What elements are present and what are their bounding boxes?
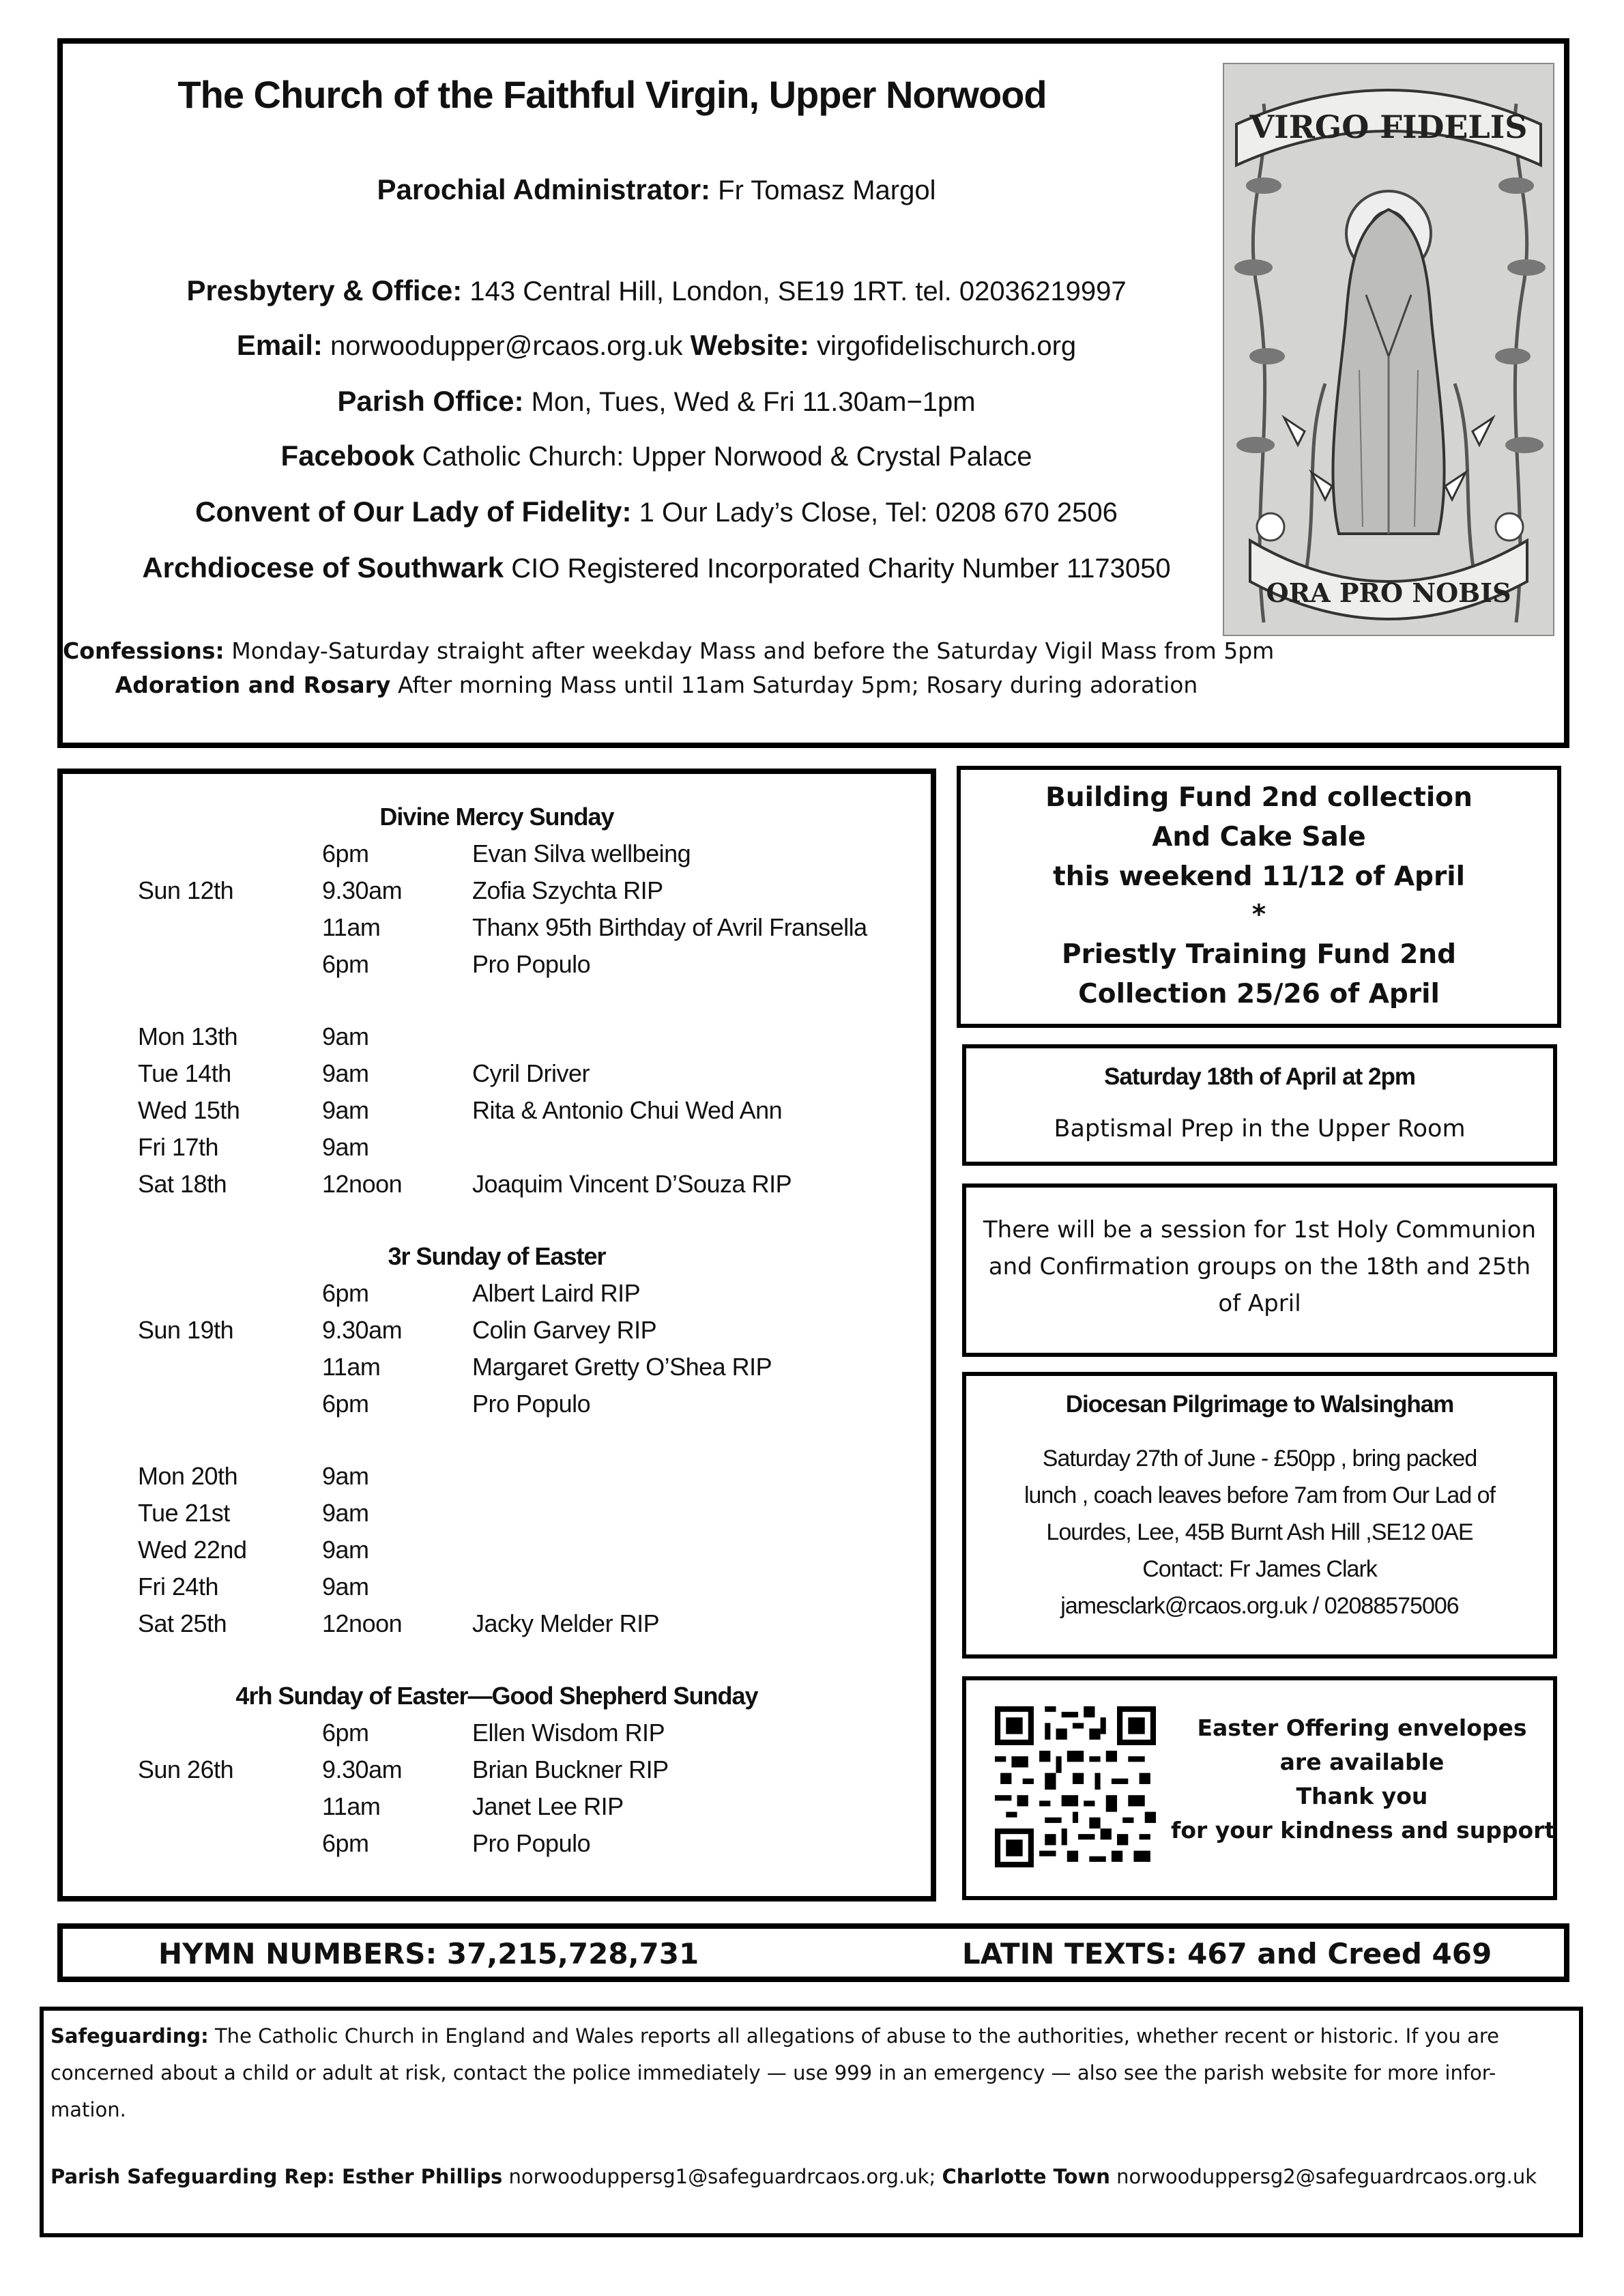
convent-value: 1 Our Lady’s Close, Tel: 0208 670 2506 xyxy=(639,498,1118,528)
email-label: Email: xyxy=(236,329,323,361)
building-line-5: Priestly Training Fund 2nd xyxy=(1061,939,1457,970)
contact-line xyxy=(63,329,1250,362)
schedule-intention: Jacky Melder RIP xyxy=(472,1609,660,1637)
communion-line-3: of April xyxy=(1218,1290,1301,1317)
schedule-day: Sat 18th xyxy=(138,1170,227,1198)
schedule-day: Sun 12th xyxy=(138,876,234,904)
schedule-heading: 4rh Sunday of Easter—Good Shepherd Sunday xyxy=(235,1682,758,1710)
pilgrimage-line-5[interactable]: jamesclark@rcaos.org.uk / 02088575006 xyxy=(1060,1593,1459,1619)
ora-pro-nobis-text: ORA PRO NOBIS xyxy=(1266,577,1511,608)
schedule-heading: Divine Mercy Sunday xyxy=(379,803,614,831)
presbytery-line xyxy=(63,274,1250,307)
schedule-intention: Pro Populo xyxy=(472,1829,591,1857)
schedule-time: 9am xyxy=(322,1096,369,1124)
building-line-4: * xyxy=(1251,900,1266,930)
office-label: Parish Office: xyxy=(337,385,524,417)
virgo-fidelis-illustration xyxy=(1223,63,1554,636)
safeguarding-rep-line xyxy=(50,2165,1537,2188)
confessions-line xyxy=(63,637,1275,664)
schedule-intention: Janet Lee RIP xyxy=(472,1792,624,1820)
office-value: Mon, Tues, Wed & Fri 11.30am−1pm xyxy=(531,387,976,417)
schedule-heading: 3r Sunday of Easter xyxy=(388,1242,606,1270)
schedule-intention: Margaret Gretty O’Shea RIP xyxy=(472,1353,772,1381)
schedule-intention: Colin Garvey RIP xyxy=(472,1316,657,1344)
schedule-intention: Pro Populo xyxy=(472,950,591,978)
mass-schedule-box xyxy=(57,769,936,1902)
schedule-time: 6pm xyxy=(322,1719,369,1747)
easter-line-1: Easter Offering envelopes xyxy=(1197,1714,1527,1741)
safeguarding-text-1: The Catholic Church in England and Wales reports all allegations of abuse to the authorities, whether recent or historic. If you are xyxy=(214,2024,1500,2048)
schedule-time: 9am xyxy=(322,1536,369,1564)
building-fund-box xyxy=(957,766,1561,1028)
pilgrimage-line-4: Contact: Fr James Clark xyxy=(1142,1556,1377,1582)
schedule-time: 6pm xyxy=(322,1279,369,1307)
safeguarding-label: Safeguarding: xyxy=(50,2024,209,2048)
facebook-value: Catholic Church: Upper Norwood & Crystal Palace xyxy=(422,442,1032,472)
schedule-day: Sat 25th xyxy=(138,1609,227,1637)
schedule-day: Tue 21st xyxy=(138,1499,230,1527)
schedule-day: Sun 26th xyxy=(138,1755,234,1783)
pilgrimage-line-1: Saturday 27th of June - £50pp , bring packed xyxy=(1042,1446,1477,1472)
safeguarding-text-3: mation. xyxy=(50,2098,126,2121)
schedule-time: 9am xyxy=(322,1462,369,1490)
baptism-box xyxy=(962,1044,1557,1166)
schedule-time: 9am xyxy=(322,1499,369,1527)
office-hours-line xyxy=(63,385,1250,418)
schedule-time: 9.30am xyxy=(322,1755,403,1783)
pilgrimage-title: Diocesan Pilgrimage to Walsingham xyxy=(1065,1391,1454,1418)
administrator-line xyxy=(63,173,1250,206)
schedule-time: 6pm xyxy=(322,1829,369,1857)
building-line-1: Building Fund 2nd collection xyxy=(1045,782,1473,813)
schedule-time: 6pm xyxy=(322,1390,369,1418)
convent-label: Convent of Our Lady of Fidelity: xyxy=(195,496,632,528)
schedule-intention: Thanx 95th Birthday of Avril Fransella xyxy=(472,913,867,941)
safeguarding-text-2: concerned about a child or adult at risk, contact the police immediately — use 999 in an emergency — also see the parish website for more infor- xyxy=(50,2061,1496,2084)
schedule-time: 11am xyxy=(322,913,381,941)
administrator-value: Fr Tomasz Margol xyxy=(718,175,936,205)
baptism-title: Saturday 18th of April at 2pm xyxy=(1104,1063,1415,1090)
safeguarding-box xyxy=(40,2007,1583,2237)
confessions-value: Monday-Saturday straight after weekday Mass and before the Saturday Vigil Mass from 5pm xyxy=(231,637,1275,664)
schedule-day: Fri 17th xyxy=(138,1133,219,1161)
easter-offering-box xyxy=(962,1676,1557,1900)
schedule-day: Mon 13th xyxy=(138,1022,238,1050)
schedule-intention: Joaquim Vincent D’Souza RIP xyxy=(472,1170,792,1198)
facebook-label: Facebook xyxy=(280,440,415,472)
archdiocese-value: CIO Registered Incorporated Charity Number 1173050 xyxy=(511,554,1171,584)
rep-email-1[interactable]: norwooduppersg1@safeguardrcaos.org.uk; xyxy=(508,2165,936,2188)
pilgrimage-box xyxy=(962,1372,1557,1659)
schedule-intention: Ellen Wisdom RIP xyxy=(472,1719,665,1747)
rep-label: Parish Safeguarding Rep: Esther Phillips xyxy=(50,2165,503,2188)
rep-label-2: Charlotte Town xyxy=(942,2165,1110,2188)
schedule-time: 12noon xyxy=(322,1170,403,1198)
presbytery-value: 143 Central Hill, London, SE19 1RT. tel. 02036219997 xyxy=(469,276,1127,306)
presbytery-label: Presbytery & Office: xyxy=(186,274,463,306)
easter-line-3: Thank you xyxy=(1296,1783,1428,1809)
rep-email-2[interactable]: norwooduppersg2@safeguardrcaos.org.uk xyxy=(1116,2165,1537,2188)
adoration-label: Adoration and Rosary xyxy=(115,672,391,698)
facebook-line xyxy=(63,440,1250,472)
archdiocese-label: Archdiocese of Southwark xyxy=(142,551,504,584)
email-value[interactable]: norwoodupper@rcaos.org.uk xyxy=(330,331,683,361)
schedule-day: Tue 14th xyxy=(138,1059,231,1087)
schedule-time: 11am xyxy=(322,1353,381,1381)
schedule-time: 9am xyxy=(322,1022,369,1050)
schedule-time: 9am xyxy=(322,1059,369,1087)
building-line-3: this weekend 11/12 of April xyxy=(1053,861,1465,892)
schedule-intention: Rita & Antonio Chui Wed Ann xyxy=(472,1096,783,1124)
schedule-intention: Cyril Driver xyxy=(472,1059,590,1087)
safeguarding-line-1 xyxy=(50,2024,1499,2048)
schedule-time: 9am xyxy=(322,1573,369,1601)
schedule-day: Sun 19th xyxy=(138,1316,234,1344)
virgo-fidelis-text: VIRGO FIDELIS xyxy=(1249,109,1528,145)
adoration-line xyxy=(63,672,1250,698)
website-value[interactable]: virgofideIischurch.org xyxy=(816,331,1077,361)
schedule-intention: Pro Populo xyxy=(472,1390,591,1418)
hymn-numbers: HYMN NUMBERS: 37,215,728,731 xyxy=(158,1937,699,1970)
page-title: The Church of the Faithful Virgin, Upper Norwood xyxy=(177,73,1047,116)
schedule-time: 9.30am xyxy=(322,876,403,904)
header-box xyxy=(57,38,1569,748)
archdiocese-line xyxy=(63,551,1250,584)
schedule-time: 6pm xyxy=(322,840,369,867)
pilgrimage-line-3: Lourdes, Lee, 45B Burnt Ash Hill ,SE12 0AE xyxy=(1046,1519,1473,1545)
schedule-intention: Albert Laird RIP xyxy=(472,1279,641,1307)
confessions-label: Confessions: xyxy=(63,637,224,664)
easter-line-2: are available xyxy=(1279,1749,1445,1775)
building-line-2: And Cake Sale xyxy=(1152,822,1366,852)
schedule-time: 11am xyxy=(322,1792,381,1820)
easter-line-4: for your kindness and support xyxy=(1171,1817,1556,1843)
schedule-intention: Evan Silva wellbeing xyxy=(472,840,691,867)
communion-line-2: and Confirmation groups on the 18th and 25th xyxy=(988,1253,1531,1280)
administrator-label: Parochial Administrator: xyxy=(377,173,711,205)
schedule-day: Wed 22nd xyxy=(138,1536,247,1564)
schedule-time: 9am xyxy=(322,1133,369,1161)
schedule-intention: Brian Buckner RIP xyxy=(472,1755,669,1783)
website-label: Website: xyxy=(690,329,809,361)
hymn-bar xyxy=(57,1923,1569,1982)
schedule-day: Wed 15th xyxy=(138,1096,240,1124)
building-line-6: Collection 25/26 of April xyxy=(1078,979,1440,1009)
convent-line xyxy=(63,496,1250,528)
communion-line-1: There will be a session for 1st Holy Communion xyxy=(983,1216,1537,1244)
latin-texts: LATIN TEXTS: 467 and Creed 469 xyxy=(962,1937,1492,1970)
adoration-value: After morning Mass until 11am Saturday 5pm; Rosary during adoration xyxy=(397,672,1198,698)
schedule-time: 12noon xyxy=(322,1609,403,1637)
schedule-day: Fri 24th xyxy=(138,1573,219,1601)
qr-code-icon[interactable] xyxy=(995,1706,1156,1867)
schedule-time: 6pm xyxy=(322,950,369,978)
schedule-time: 9.30am xyxy=(322,1316,403,1344)
schedule-day: Mon 20th xyxy=(138,1462,238,1490)
virgin-image xyxy=(1223,63,1554,636)
baptism-text: Baptismal Prep in the Upper Room xyxy=(1054,1115,1466,1143)
communion-box xyxy=(962,1183,1557,1357)
pilgrimage-line-2: lunch , coach leaves before 7am from Our Lad of xyxy=(1024,1482,1496,1508)
schedule-intention: Zofia Szychta RIP xyxy=(472,876,663,904)
